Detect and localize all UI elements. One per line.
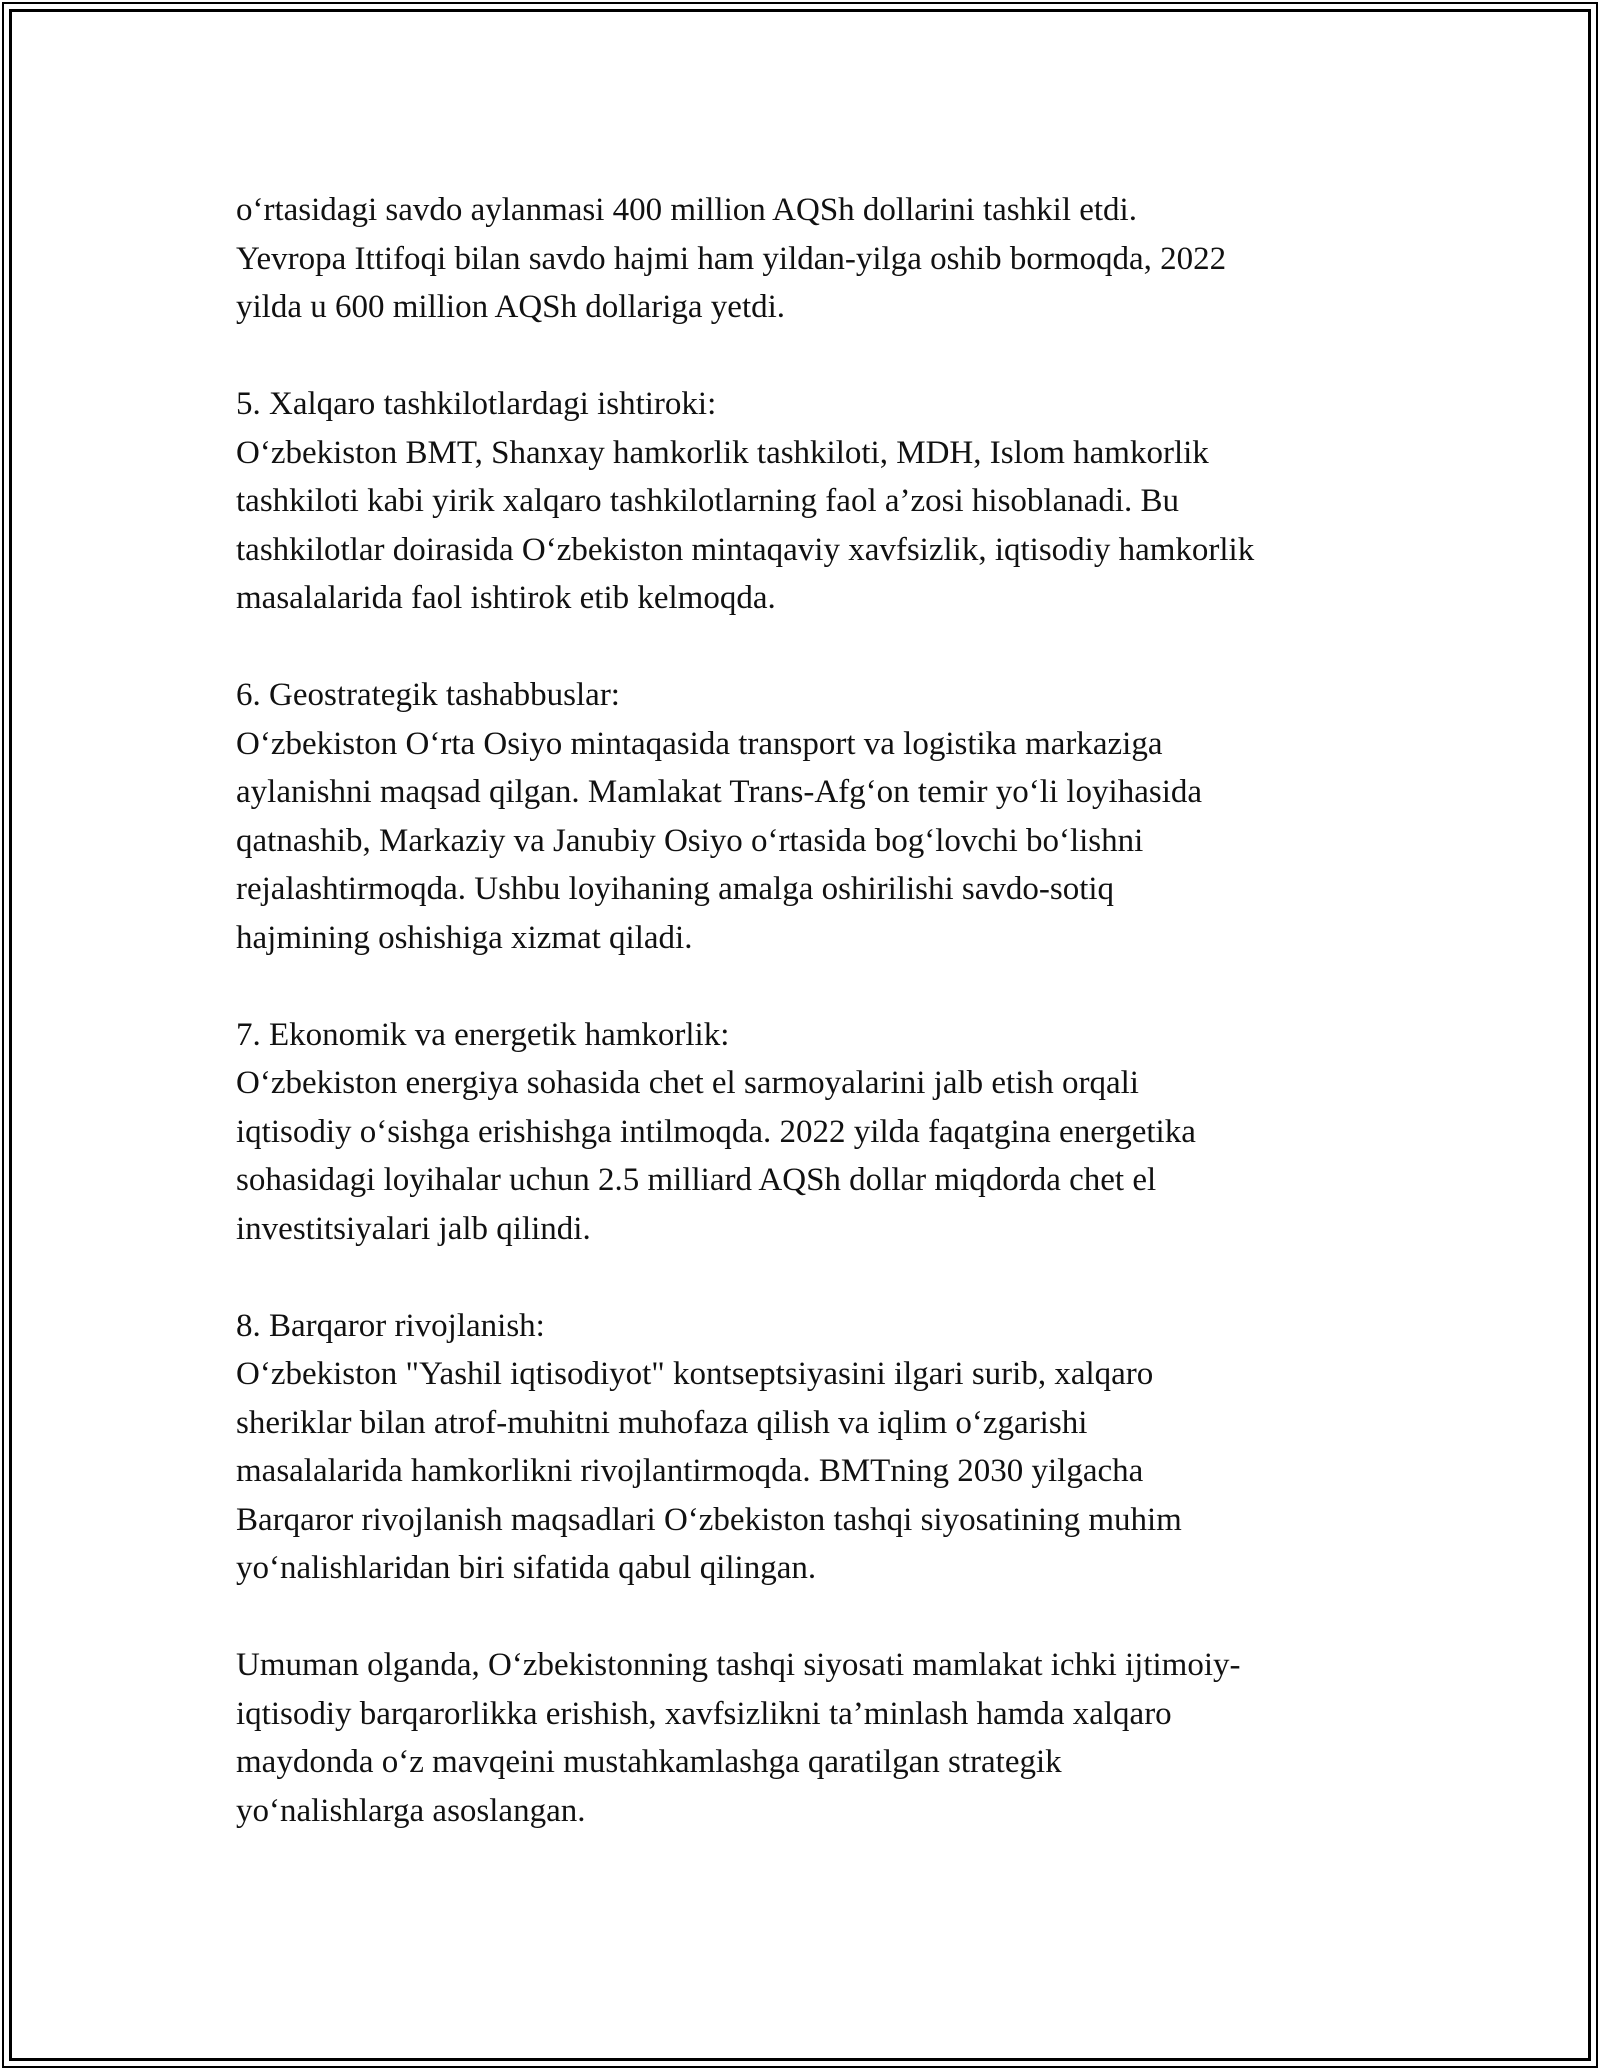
section-economic-energy-cooperation (236, 1011, 1386, 1254)
section-sustainable-development (236, 1302, 1386, 1593)
paragraph-gap (236, 962, 1386, 1011)
section-geostrategic-initiatives (236, 671, 1386, 962)
section-heading: 8. Barqaror rivojlanish: (236, 1307, 545, 1344)
text-line: maydonda o‘z mavqeini mustahkamlashga qaratilgan strategik (236, 1744, 1062, 1780)
text-line: masalalarida faol ishtirok etib kelmoqda. (236, 580, 776, 616)
text-line: yo‘nalishlarga asoslangan. (236, 1792, 586, 1829)
text-line: O‘zbekiston energiya sohasida chet el sarmoyalarini jalb etish orqali (236, 1065, 1139, 1101)
intro-paragraph (236, 186, 1386, 332)
text-line: masalalarida hamkorlikni rivojlantirmoqda. BMTning 2030 yilgacha (236, 1453, 1144, 1489)
text-line: sohasidagi loyihalar uchun 2.5 milliard AQSh dollar miqdorda chet el (236, 1162, 1157, 1198)
text-line: yo‘nalishlaridan biri sifatida qabul qilingan. (236, 1550, 817, 1586)
section-heading: 5. Xalqaro tashkilotlardagi ishtiroki: (236, 386, 717, 422)
text-line: Umuman olganda, O‘zbekistonning tashqi siyosati mamlakat ichki ijtimoiy- (236, 1647, 1241, 1683)
text-line: hajmining oshishiga xizmat qiladi. (236, 919, 693, 956)
text-line: iqtisodiy barqarorlikka erishish, xavfsizlikni ta’minlash hamda xalqaro (236, 1695, 1172, 1732)
paragraph-gap (236, 1253, 1386, 1302)
section-heading: 7. Ekonomik va energetik hamkorlik: (236, 1016, 730, 1053)
text-line: iqtisodiy o‘sishga erishishga intilmoqda. 2022 yilda faqatgina energetika (236, 1113, 1196, 1150)
section-heading: 6. Geostrategik tashabbuslar: (236, 677, 620, 713)
document-page (236, 186, 1386, 1835)
section-international-organizations (236, 380, 1386, 623)
text-line: sheriklar bilan atrof-muhitni muhofaza qilish va iqlim o‘zgarishi (236, 1404, 1088, 1441)
text-line: aylanishni maqsad qilgan. Mamlakat Trans-Afg‘on temir yo‘li loyihasida (236, 774, 1203, 810)
text-line: Barqaror rivojlanish maqsadlari O‘zbekiston tashqi siyosatining muhim (236, 1501, 1182, 1538)
text-line: qatnashib, Markaziy va Janubiy Osiyo o‘rtasida bog‘lovchi bo‘lishni (236, 822, 1144, 859)
text-line: O‘zbekiston BMT, Shanxay hamkorlik tashkiloti, MDH, Islom hamkorlik (236, 434, 1209, 471)
text-line: tashkiloti kabi yirik xalqaro tashkilotlarning faol a’zosi hisoblanadi. Bu (236, 483, 1180, 519)
text-line: rejalashtirmoqda. Ushbu loyihaning amalga oshirilishi savdo-sotiq (236, 871, 1115, 907)
text-line: o‘rtasidagi savdo aylanmasi 400 million AQSh dollarini tashkil etdi. (236, 192, 1137, 228)
text-line: O‘zbekiston "Yashil iqtisodiyot" kontseptsiyasini ilgari surib, xalqaro (236, 1356, 1154, 1392)
text-line: O‘zbekiston O‘rta Osiyo mintaqasida transport va logistika markaziga (236, 725, 1163, 762)
paragraph-gap (236, 332, 1386, 381)
paragraph-gap (236, 1593, 1386, 1642)
conclusion-paragraph (236, 1641, 1386, 1835)
text-line: tashkilotlar doirasida O‘zbekiston mintaqaviy xavfsizlik, iqtisodiy hamkorlik (236, 531, 1255, 568)
text-line: Yevropa Ittifoqi bilan savdo hajmi ham yildan-yilga oshib bormoqda, 2022 (236, 240, 1227, 277)
text-line: investitsiyalari jalb qilindi. (236, 1210, 591, 1247)
paragraph-gap (236, 623, 1386, 672)
text-line: yilda u 600 million AQSh dollariga yetdi. (236, 289, 786, 325)
